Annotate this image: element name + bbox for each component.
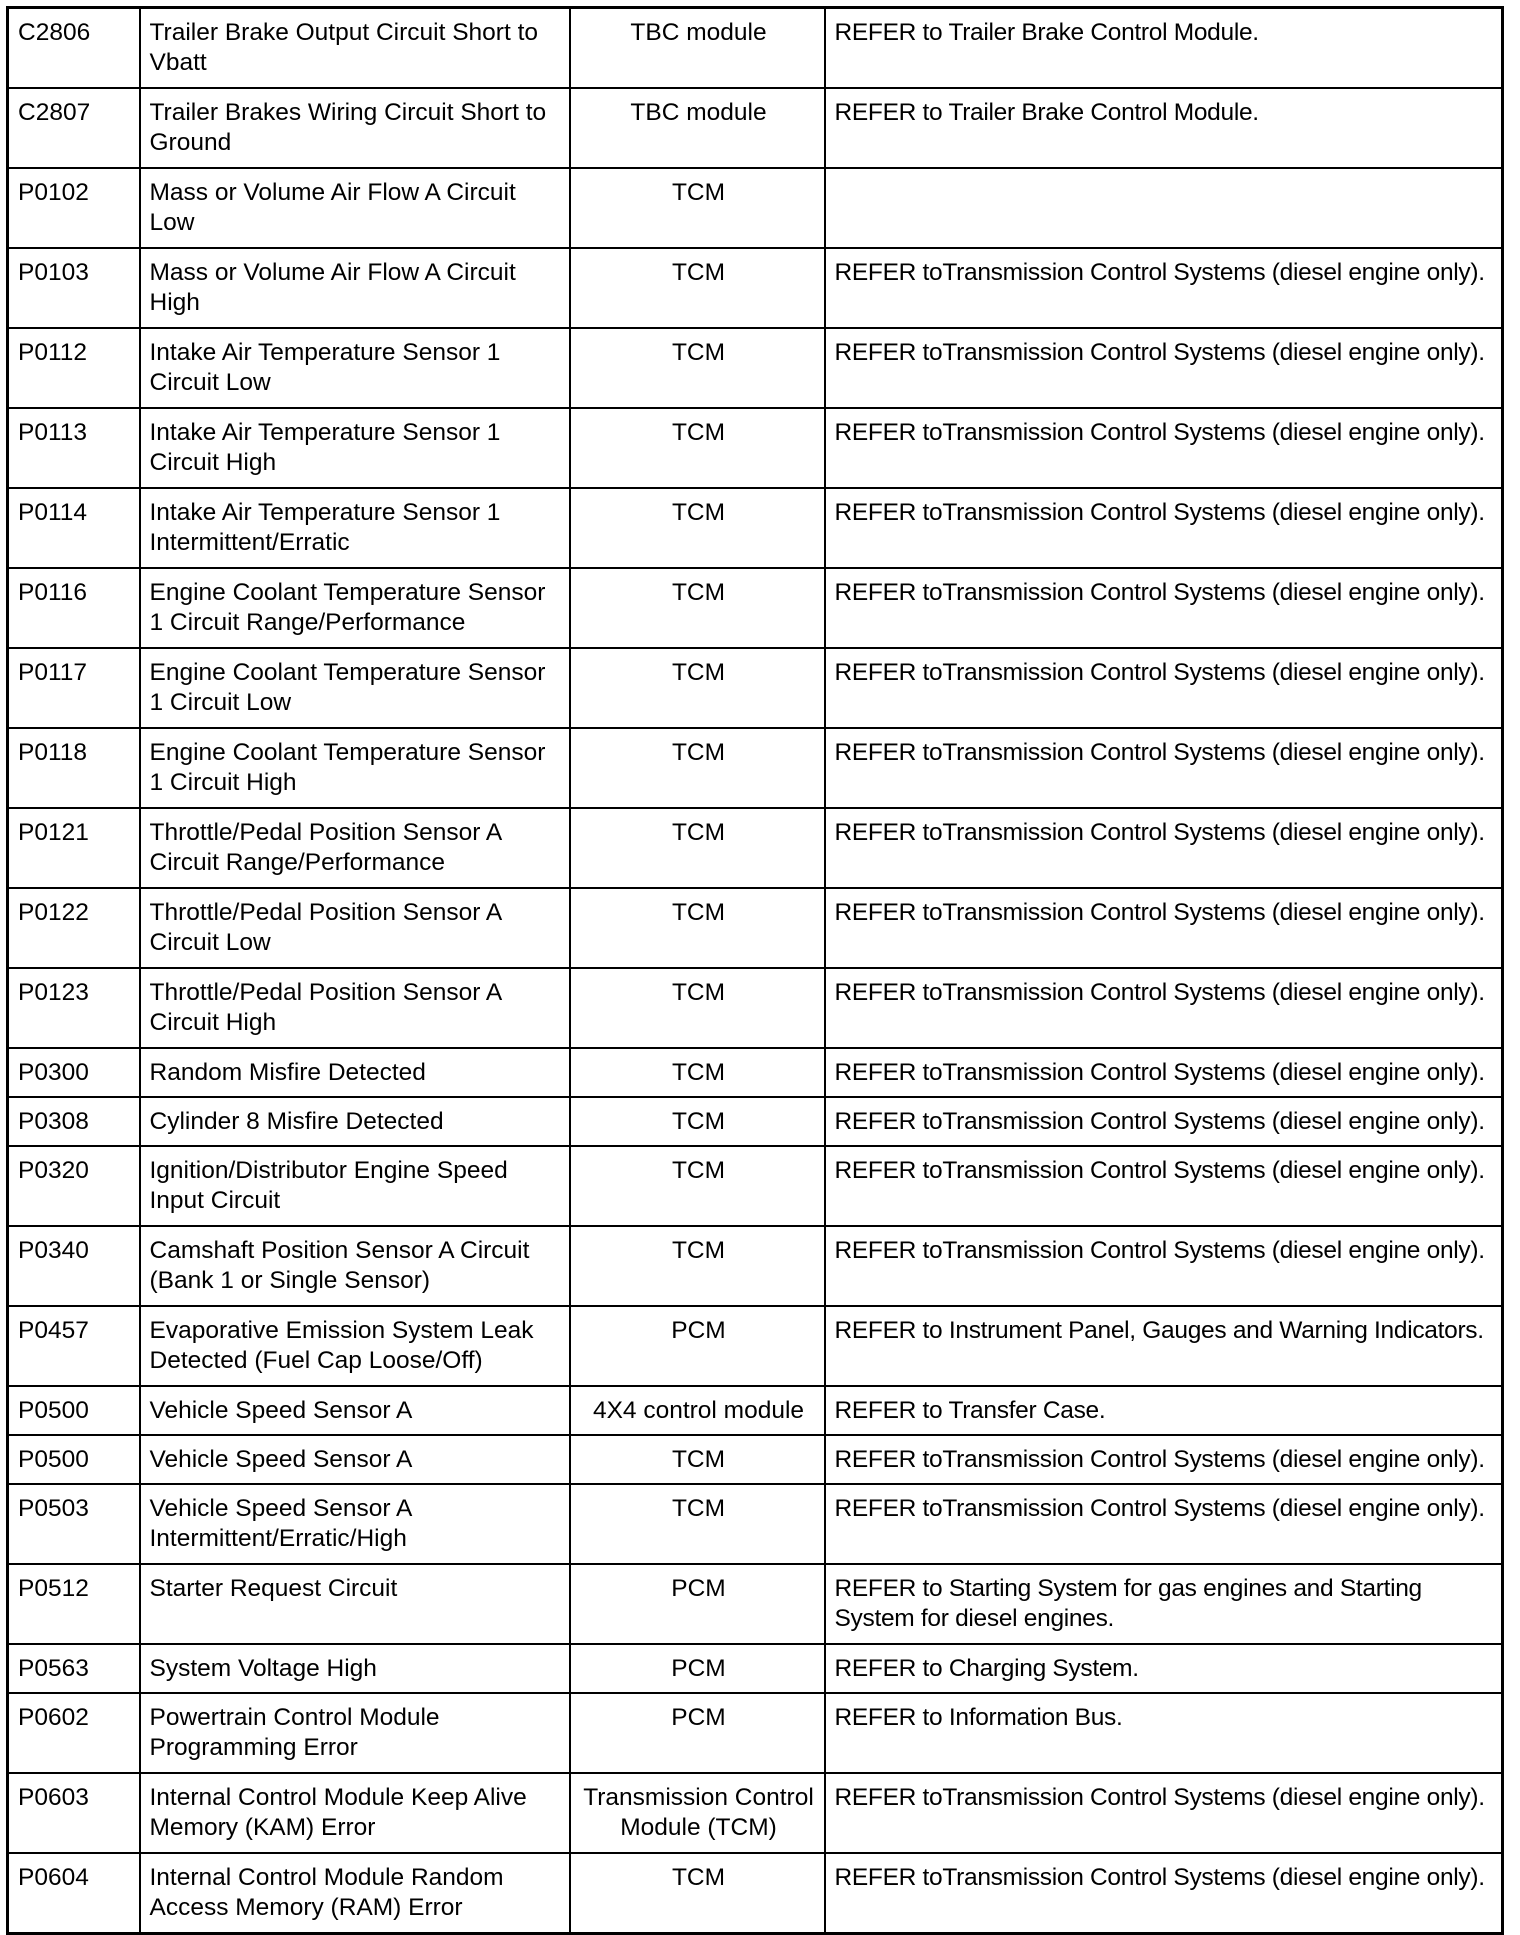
dtc-module: PCM [570, 1644, 825, 1693]
dtc-module: 4X4 control module [570, 1386, 825, 1435]
dtc-description: Vehicle Speed Sensor A [140, 1386, 570, 1435]
table-row [8, 648, 1503, 728]
dtc-action: REFER to Information Bus. [825, 1693, 1503, 1773]
table-row [8, 968, 1503, 1048]
dtc-description: Powertrain Control Module Programming Error [140, 1693, 570, 1773]
dtc-description: Camshaft Position Sensor A Circuit (Bank 1 or Single Sensor) [140, 1226, 570, 1306]
dtc-code: P0122 [8, 888, 140, 968]
table-row [8, 1693, 1503, 1773]
dtc-action: REFER toTransmission Control Systems (diesel engine only). [825, 408, 1503, 488]
dtc-module: TCM [570, 808, 825, 888]
dtc-module: TCM [570, 1484, 825, 1564]
dtc-description: Throttle/Pedal Position Sensor A Circuit Range/Performance [140, 808, 570, 888]
dtc-action: REFER toTransmission Control Systems (diesel engine only). [825, 808, 1503, 888]
dtc-module: TCM [570, 168, 825, 248]
dtc-code: P0500 [8, 1386, 140, 1435]
dtc-module: TCM [570, 408, 825, 488]
dtc-code: P0117 [8, 648, 140, 728]
dtc-code: P0320 [8, 1146, 140, 1226]
dtc-table-body [8, 8, 1503, 1934]
dtc-action [825, 168, 1503, 248]
dtc-description: Vehicle Speed Sensor A [140, 1435, 570, 1484]
dtc-code: P0602 [8, 1693, 140, 1773]
dtc-action: REFER toTransmission Control Systems (diesel engine only). [825, 648, 1503, 728]
dtc-code: P0603 [8, 1773, 140, 1853]
table-row [8, 8, 1503, 89]
table-row [8, 168, 1503, 248]
dtc-description: Mass or Volume Air Flow A Circuit Low [140, 168, 570, 248]
dtc-action: REFER toTransmission Control Systems (diesel engine only). [825, 1484, 1503, 1564]
dtc-description: Engine Coolant Temperature Sensor 1 Circuit Low [140, 648, 570, 728]
table-row [8, 1773, 1503, 1853]
dtc-action: REFER to Instrument Panel, Gauges and Warning Indicators. [825, 1306, 1503, 1386]
dtc-action: REFER toTransmission Control Systems (diesel engine only). [825, 248, 1503, 328]
dtc-module: TCM [570, 328, 825, 408]
dtc-code: P0123 [8, 968, 140, 1048]
table-row [8, 1306, 1503, 1386]
dtc-description: Internal Control Module Random Access Memory (RAM) Error [140, 1853, 570, 1934]
dtc-module: TCM [570, 1048, 825, 1097]
table-row [8, 728, 1503, 808]
dtc-code: C2806 [8, 8, 140, 89]
dtc-description: Intake Air Temperature Sensor 1 Circuit High [140, 408, 570, 488]
dtc-action: REFER toTransmission Control Systems (diesel engine only). [825, 1853, 1503, 1934]
dtc-module: TCM [570, 1226, 825, 1306]
dtc-action: REFER toTransmission Control Systems (diesel engine only). [825, 1435, 1503, 1484]
dtc-description: Evaporative Emission System Leak Detected (Fuel Cap Loose/Off) [140, 1306, 570, 1386]
dtc-description: Internal Control Module Keep Alive Memory (KAM) Error [140, 1773, 570, 1853]
dtc-module: TCM [570, 488, 825, 568]
dtc-description: Engine Coolant Temperature Sensor 1 Circuit Range/Performance [140, 568, 570, 648]
dtc-module: PCM [570, 1564, 825, 1644]
dtc-action: REFER toTransmission Control Systems (diesel engine only). [825, 1048, 1503, 1097]
dtc-module: TCM [570, 968, 825, 1048]
table-row [8, 1386, 1503, 1435]
dtc-description: Starter Request Circuit [140, 1564, 570, 1644]
dtc-module: TCM [570, 1146, 825, 1226]
dtc-code: P0300 [8, 1048, 140, 1097]
dtc-module: Transmission Control Module (TCM) [570, 1773, 825, 1853]
dtc-module: TCM [570, 248, 825, 328]
dtc-table [6, 6, 1504, 1935]
dtc-description: Throttle/Pedal Position Sensor A Circuit Low [140, 888, 570, 968]
dtc-description: Intake Air Temperature Sensor 1 Intermittent/Erratic [140, 488, 570, 568]
dtc-module: TCM [570, 1435, 825, 1484]
dtc-module: TCM [570, 888, 825, 968]
dtc-module: TCM [570, 1097, 825, 1146]
dtc-module: TBC module [570, 88, 825, 168]
table-row [8, 1853, 1503, 1934]
table-row [8, 1644, 1503, 1693]
dtc-code: P0112 [8, 328, 140, 408]
dtc-code: P0340 [8, 1226, 140, 1306]
dtc-description: Ignition/Distributor Engine Speed Input Circuit [140, 1146, 570, 1226]
dtc-description: Vehicle Speed Sensor A Intermittent/Erratic/High [140, 1484, 570, 1564]
dtc-module: TCM [570, 648, 825, 728]
dtc-module: PCM [570, 1693, 825, 1773]
dtc-description: Intake Air Temperature Sensor 1 Circuit Low [140, 328, 570, 408]
table-row [8, 568, 1503, 648]
dtc-description: System Voltage High [140, 1644, 570, 1693]
dtc-action: REFER toTransmission Control Systems (diesel engine only). [825, 1097, 1503, 1146]
dtc-code: P0114 [8, 488, 140, 568]
dtc-description: Trailer Brakes Wiring Circuit Short to Ground [140, 88, 570, 168]
dtc-action: REFER toTransmission Control Systems (diesel engine only). [825, 968, 1503, 1048]
table-row [8, 1484, 1503, 1564]
table-row [8, 808, 1503, 888]
dtc-code: P0102 [8, 168, 140, 248]
table-row [8, 328, 1503, 408]
table-row [8, 1435, 1503, 1484]
dtc-module: TBC module [570, 8, 825, 89]
dtc-action: REFER toTransmission Control Systems (diesel engine only). [825, 1773, 1503, 1853]
table-row [8, 408, 1503, 488]
dtc-description: Random Misfire Detected [140, 1048, 570, 1097]
dtc-code: P0512 [8, 1564, 140, 1644]
dtc-code: C2807 [8, 88, 140, 168]
dtc-action: REFER toTransmission Control Systems (diesel engine only). [825, 728, 1503, 808]
dtc-code: P0457 [8, 1306, 140, 1386]
dtc-code: P0121 [8, 808, 140, 888]
table-row [8, 88, 1503, 168]
dtc-action: REFER to Trailer Brake Control Module. [825, 8, 1503, 89]
dtc-action: REFER to Charging System. [825, 1644, 1503, 1693]
dtc-code: P0604 [8, 1853, 140, 1934]
table-row [8, 1564, 1503, 1644]
dtc-code: P0118 [8, 728, 140, 808]
dtc-action: REFER toTransmission Control Systems (diesel engine only). [825, 328, 1503, 408]
dtc-code: P0503 [8, 1484, 140, 1564]
dtc-code: P0103 [8, 248, 140, 328]
dtc-action: REFER to Transfer Case. [825, 1386, 1503, 1435]
table-row [8, 1097, 1503, 1146]
dtc-action: REFER toTransmission Control Systems (diesel engine only). [825, 488, 1503, 568]
dtc-code: P0308 [8, 1097, 140, 1146]
dtc-action: REFER to Starting System for gas engines and Starting System for diesel engines. [825, 1564, 1503, 1644]
dtc-action: REFER toTransmission Control Systems (diesel engine only). [825, 1146, 1503, 1226]
dtc-code: P0116 [8, 568, 140, 648]
dtc-module: TCM [570, 728, 825, 808]
table-row [8, 488, 1503, 568]
dtc-action: REFER toTransmission Control Systems (diesel engine only). [825, 1226, 1503, 1306]
table-row [8, 1146, 1503, 1226]
table-row [8, 888, 1503, 968]
dtc-description: Mass or Volume Air Flow A Circuit High [140, 248, 570, 328]
dtc-module: TCM [570, 568, 825, 648]
dtc-code: P0563 [8, 1644, 140, 1693]
dtc-description: Throttle/Pedal Position Sensor A Circuit High [140, 968, 570, 1048]
dtc-description: Trailer Brake Output Circuit Short to Vbatt [140, 8, 570, 89]
dtc-description: Engine Coolant Temperature Sensor 1 Circuit High [140, 728, 570, 808]
dtc-action: REFER toTransmission Control Systems (diesel engine only). [825, 568, 1503, 648]
dtc-description: Cylinder 8 Misfire Detected [140, 1097, 570, 1146]
table-row [8, 1226, 1503, 1306]
dtc-action: REFER toTransmission Control Systems (diesel engine only). [825, 888, 1503, 968]
dtc-module: TCM [570, 1853, 825, 1934]
dtc-code: P0113 [8, 408, 140, 488]
dtc-module: PCM [570, 1306, 825, 1386]
dtc-action: REFER to Trailer Brake Control Module. [825, 88, 1503, 168]
dtc-code: P0500 [8, 1435, 140, 1484]
table-row [8, 1048, 1503, 1097]
table-row [8, 248, 1503, 328]
